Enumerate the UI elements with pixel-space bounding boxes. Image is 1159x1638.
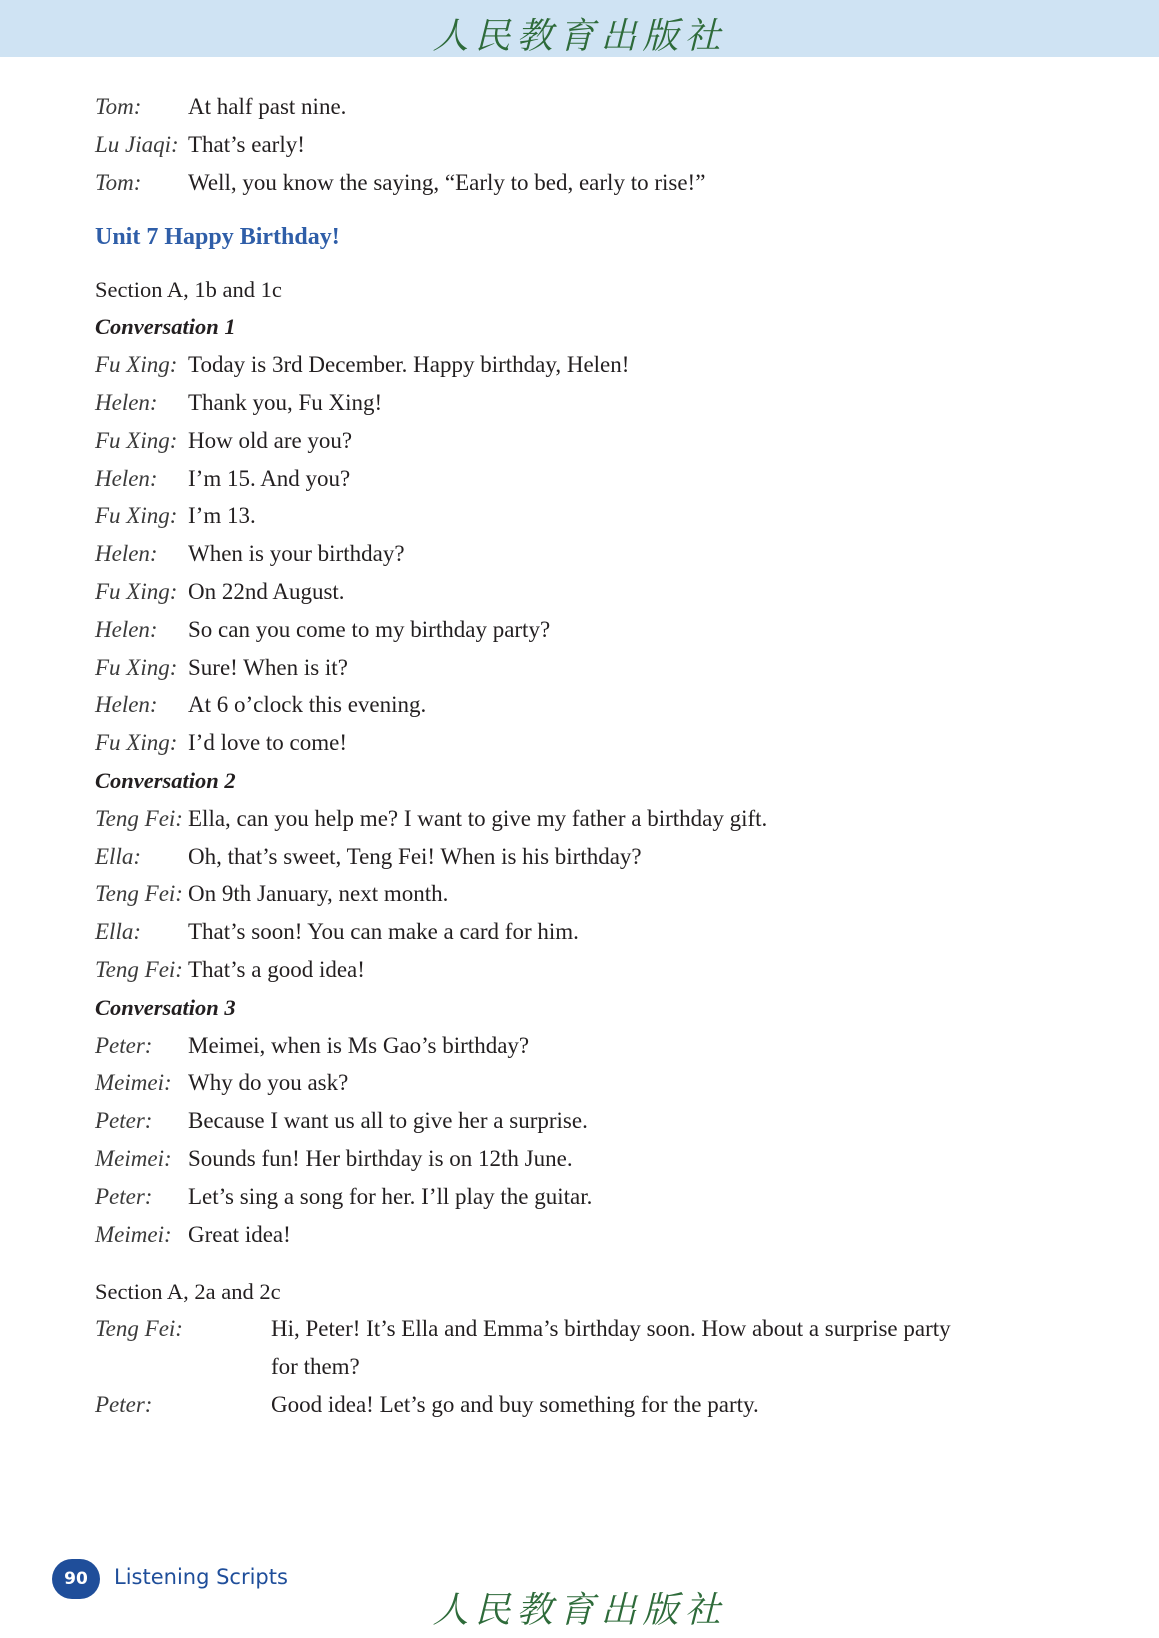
dialogue-text: Thank you, Fu Xing! <box>188 389 383 415</box>
speaker-name: Peter: <box>95 1391 153 1417</box>
speaker-name: Teng Fei: <box>95 956 183 982</box>
speaker-name: Helen: <box>95 465 158 491</box>
dialogue-text: On 22nd August. <box>188 578 345 604</box>
top-dialogue <box>95 88 1075 201</box>
dialogue-line <box>95 1102 1075 1140</box>
dialogue-text: So can you come to my birthday party? <box>188 616 551 642</box>
dialogue-line <box>95 88 1075 126</box>
conversation-heading: Conversation 3 <box>95 994 236 1020</box>
dialogue-line <box>95 460 1075 498</box>
section-1-heading: Section A, 1b and 1c <box>95 277 282 303</box>
dialogue-line <box>95 535 1075 573</box>
dialogue-line <box>95 800 1075 838</box>
dialogue-text: Sure! When is it? <box>188 654 348 680</box>
speaker-name: Peter: <box>95 1032 153 1058</box>
dialogue-line <box>95 1310 1075 1348</box>
dialogue-text: When is your birthday? <box>188 541 405 567</box>
dialogue-line <box>95 384 1075 422</box>
dialogue-line <box>95 1064 1075 1102</box>
dialogue-text: That’s early! <box>188 131 305 157</box>
dialogue-text: At half past nine. <box>188 94 347 119</box>
speaker-name: Helen: <box>95 616 158 642</box>
conversation-heading: Conversation 1 <box>95 314 236 340</box>
dialogue-line <box>95 875 1075 913</box>
dialogue-line <box>95 951 1075 989</box>
conversation-heading: Conversation 2 <box>95 767 236 793</box>
dialogue-line <box>95 573 1075 611</box>
speaker-name: Peter: <box>95 1108 153 1134</box>
speaker-name: Helen: <box>95 692 158 718</box>
speaker-name: Meimei: <box>95 1070 172 1096</box>
dialogue-line <box>95 1178 1075 1216</box>
dialogue-line <box>95 1216 1075 1254</box>
speaker-name: Ella: <box>95 919 141 945</box>
dialogue-text: Because I want us all to give her a surprise. <box>188 1108 588 1134</box>
speaker-name: Fu Xing: <box>95 578 178 604</box>
dialogue-line <box>95 346 1075 384</box>
dialogue-text: Great idea! <box>188 1221 291 1247</box>
speaker-name: Fu Xing: <box>95 352 178 378</box>
dialogue-text: Hi, Peter! It’s Ella and Emma’s birthday soon. How about a surprise party <box>271 1316 951 1342</box>
dialogue-line <box>95 724 1075 762</box>
dialogue-text: Meimei, when is Ms Gao’s birthday? <box>188 1032 530 1058</box>
speaker-name: Tom: <box>95 94 142 119</box>
dialogue-text: for them? <box>271 1354 360 1380</box>
speaker-name: Fu Xing: <box>95 730 178 756</box>
speaker-name: Teng Fei: <box>95 805 183 831</box>
dialogue-text: Why do you ask? <box>188 1070 349 1096</box>
speaker-name: Fu Xing: <box>95 503 178 529</box>
dialogue-text: Well, you know the saying, “Early to bed, early to rise!” <box>188 169 706 195</box>
dialogue-line <box>95 611 1075 649</box>
dialogue-text: I’m 15. And you? <box>188 465 351 491</box>
speaker-name: Peter: <box>95 1183 153 1209</box>
dialogue-line <box>95 126 1075 164</box>
dialogue-line <box>95 1348 1075 1386</box>
speaker-name: Lu Jiaqi: <box>95 131 179 157</box>
dialogue-text: I’d love to come! <box>188 730 348 756</box>
dialogue-text: Oh, that’s sweet, Teng Fei! When is his birthday? <box>188 843 642 869</box>
dialogue-line <box>95 164 1075 202</box>
dialogue-line <box>95 913 1075 951</box>
footer-label: Listening Scripts <box>114 1565 288 1589</box>
dialogue-line <box>95 1140 1075 1178</box>
dialogue-line <box>95 497 1075 535</box>
dialogue-text: That’s a good idea! <box>188 956 365 982</box>
dialogue-text: Ella, can you help me? I want to give my father a birthday gift. <box>188 805 768 831</box>
dialogue-text: Sounds fun! Her birthday is on 12th June. <box>188 1145 573 1171</box>
publisher-logo-bottom: 人民教育出版社 <box>432 1590 727 1631</box>
speaker-name: Helen: <box>95 541 158 567</box>
page-content <box>95 88 1075 1424</box>
speaker-name: Teng Fei: <box>95 1316 183 1342</box>
publisher-logo-top: 人民教育出版社 <box>432 16 727 57</box>
dialogue-text: I’m 13. <box>188 503 256 529</box>
speaker-name: Ella: <box>95 843 141 869</box>
dialogue-text: Good idea! Let’s go and buy something for the party. <box>271 1391 759 1417</box>
dialogue-text: How old are you? <box>188 427 353 453</box>
unit-title: Unit 7 Happy Birthday! <box>95 224 340 251</box>
dialogue-text: On 9th January, next month. <box>188 881 449 907</box>
dialogue-line <box>95 686 1075 724</box>
dialogue-text: Today is 3rd December. Happy birthday, Helen! <box>188 352 630 378</box>
dialogue-text: That’s soon! You can make a card for him. <box>188 919 579 945</box>
dialogue-line <box>95 1027 1075 1065</box>
dialogue-line <box>95 1386 1075 1424</box>
speaker-name: Helen: <box>95 389 158 415</box>
speaker-name: Tom: <box>95 169 142 195</box>
page-number-badge: 90 <box>52 1559 100 1599</box>
dialogue-line <box>95 838 1075 876</box>
dialogue-text: At 6 o’clock this evening. <box>188 692 427 718</box>
speaker-name: Teng Fei: <box>95 881 183 907</box>
speaker-name: Meimei: <box>95 1145 172 1171</box>
dialogue-line <box>95 422 1075 460</box>
speaker-name: Meimei: <box>95 1221 172 1247</box>
speaker-name: Fu Xing: <box>95 654 178 680</box>
dialogue-line <box>95 649 1075 687</box>
section-2-body <box>95 1310 1075 1423</box>
section-2-heading: Section A, 2a and 2c <box>95 1279 281 1305</box>
section-1-body <box>95 308 1075 1253</box>
speaker-name: Fu Xing: <box>95 427 178 453</box>
dialogue-text: Let’s sing a song for her. I’ll play the guitar. <box>188 1183 593 1209</box>
